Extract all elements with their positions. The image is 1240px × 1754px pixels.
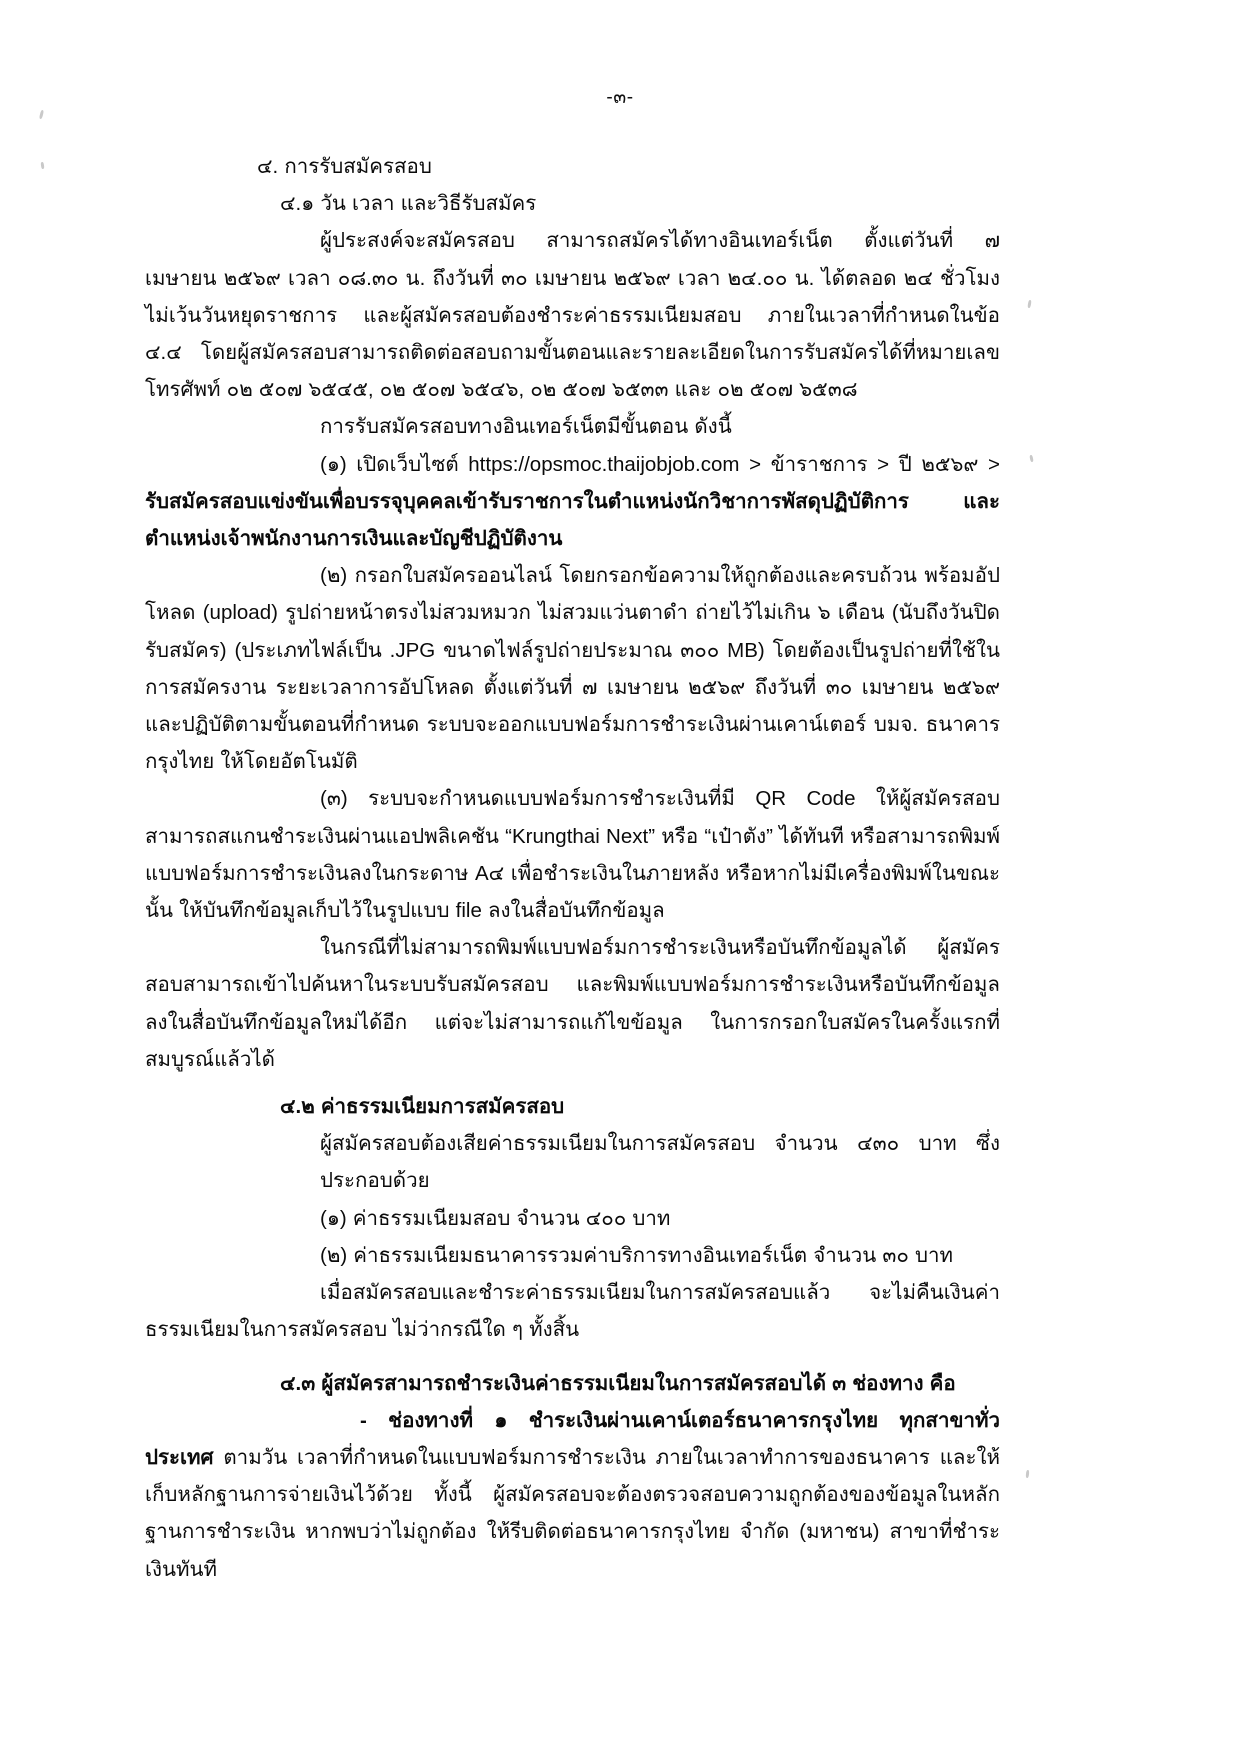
page-number: -๓-: [606, 87, 634, 108]
heading-section-4: ๔. การรับสมัครสอบ: [257, 155, 432, 178]
heading-section-4-2: ๔.๒ ค่าธรรมเนียมการสมัครสอบ: [280, 1095, 565, 1119]
paragraph-application-period: ผู้ประสงค์จะสมัครสอบ สามารถสมัครได้ทางอินเทอร์เน็ต ตั้งแต่วันที่ ๗ เมษายน ๒๕๖๙ เวลา ๐๘.๓๐ น. ถึงวันที่ ๓๐ เมษายน ๒๕๖๙ เวลา ๒๔.๐๐ น. ได้ตลอด ๒๔ ชั่วโมง ไม่เว้นวันหยุดราชการ และผู้สมัครสอบต้องชำระค่าธรรมเนียมสอบ ภายในเวลาที่กำหนดในข้อ ๔.๔ โดยผู้สมัครสอบสามารถติดต่อสอบถามขั้นตอนและรายละเอียดในการรับสมัครได้ที่หมายเลขโทรศัพท์ ๐๒ ๕๐๗ ๖๕๔๕, ๐๒ ๕๐๗ ๖๕๔๖, ๐๒ ๕๐๗ ๖๕๓๓ และ ๐๒ ๕๐๗ ๖๕๓๘: [145, 229, 1000, 402]
paragraph-step-1: [145, 446, 1000, 558]
section-spacer: [145, 1078, 1000, 1088]
fee-item-bank: (๒) ค่าธรรมเนียมธนาคารรวมค่าบริการทางอินเทอร์เน็ต จำนวน ๓๐ บาท: [320, 1243, 954, 1267]
paragraph-steps-intro: การรับสมัครสอบทางอินเทอร์เน็ตมีขั้นตอน ดังนี้: [320, 415, 732, 439]
paragraph-no-refund: เมื่อสมัครสอบและชำระค่าธรรมเนียมในการสมัครสอบแล้ว จะไม่คืนเงินค่าธรรมเนียมในการสมัครสอบ ไม่ว่ากรณีใด ๆ ทั้งสิ้น: [145, 1281, 1000, 1342]
step-1-position-title: รับสมัครสอบแข่งขันเพื่อบรรจุบุคคลเข้ารับราชการในตำแหน่งนักวิชาการพัสดุปฏิบัติการ และตำแหน่งเจ้าพนักงานการเงินและบัญชีปฏิบัติงาน: [145, 489, 1000, 551]
heading-section-4-3: ๔.๓ ผู้สมัครสามารถชำระเงินค่าธรรมเนียมในการสมัครสอบได้ ๓ ช่องทาง คือ: [280, 1371, 956, 1395]
section-spacer: [145, 1349, 1000, 1365]
step-1-website-line: (๑) เปิดเว็บไซต์ https://opsmoc.thaijobjob.com > ข้าราชการ > ปี ๒๕๖๙ >: [320, 452, 1000, 476]
paragraph-step-2: (๒) กรอกใบสมัครออนไลน์ โดยกรอกข้อความให้ถูกต้องและครบถ้วน พร้อมอัปโหลด (upload) รูปถ่ายหน้าตรงไม่สวมหมวก ไม่สวมแว่นตาดำ ถ่ายไว้ไม่เกิน ๖ เดือน (นับถึงวันปิดรับสมัคร) (ประเภทไฟล์เป็น .JPG ขนาดไฟล์รูปถ่ายประมาณ ๓๐๐ MB) โดยต้องเป็นรูปถ่ายที่ใช้ในการสมัครงาน ระยะเวลาการอัปโหลด ตั้งแต่วันที่ ๗ เมษายน ๒๕๖๙ ถึงวันที่ ๓๐ เมษายน ๒๕๖๙ และปฏิบัติตามขั้นตอนที่กำหนด ระบบจะออกแบบฟอร์มการชำระเงินผ่านเคาน์เตอร์ บมจ. ธนาคารกรุงไทย ให้โดยอัตโนมัติ: [145, 564, 1000, 774]
payment-channel-1-label: - ช่องทางที่ ๑ ชำระเงินผ่านเคาน์เตอร์ธนาคารกรุงไทย ทุกสาขาทั่วประเทศ: [145, 1408, 1000, 1469]
scan-artifact-speck: [1027, 300, 1031, 308]
scan-artifact-speck: [41, 162, 45, 169]
heading-section-4-1: ๔.๑ วัน เวลา และวิธีรับสมัคร: [280, 192, 537, 216]
scan-artifact-speck: [1029, 455, 1033, 462]
payment-channel-1-detail: ตามวัน เวลาที่กำหนดในแบบฟอร์มการชำระเงิน ภายในเวลาทำการของธนาคาร และให้เก็บหลักฐานการจ่ายเงินไว้ด้วย ทั้งนี้ ผู้สมัครสอบจะต้องตรวจสอบความถูกต้องของข้อมูลในหลักฐานการชำระเงิน หากพบว่าไม่ถูกต้อง ให้รีบติดต่อธนาคารกรุงไทย จำกัด (มหาชน) สาขาที่ชำระเงินทันที: [145, 1445, 1000, 1581]
paragraph-fee-intro: ผู้สมัครสอบต้องเสียค่าธรรมเนียมในการสมัครสอบ จำนวน ๔๓๐ บาท ซึ่งประกอบด้วย: [320, 1132, 1000, 1193]
document-body: [145, 148, 1000, 1588]
paragraph-payment-channel-1: [145, 1402, 1000, 1588]
paragraph-cannot-print-case: ในกรณีที่ไม่สามารถพิมพ์แบบฟอร์มการชำระเงินหรือบันทึกข้อมูลได้ ผู้สมัครสอบสามารถเข้าไปค้นหาในระบบรับสมัครสอบ และพิมพ์แบบฟอร์มการชำระเงินหรือบันทึกข้อมูลลงในสื่อบันทึกข้อมูลใหม่ได้อีก แต่จะไม่สามารถแก้ไขข้อมูล ในการกรอกใบสมัครในครั้งแรกที่สมบูรณ์แล้วได้: [145, 936, 1000, 1071]
fee-item-exam: (๑) ค่าธรรมเนียมสอบ จำนวน ๔๐๐ บาท: [320, 1206, 671, 1230]
scan-artifact-speck: [1026, 1470, 1030, 1478]
paragraph-step-3: (๓) ระบบจะกำหนดแบบฟอร์มการชำระเงินที่มี QR Code ให้ผู้สมัครสอบสามารถสแกนชำระเงินผ่านแอปพลิเคชัน “Krungthai Next” หรือ “เป๋าตัง” ได้ทันที หรือสามารถพิมพ์แบบฟอร์มการชำระเงินลงในกระดาษ A๔ เพื่อชำระเงินในภายหลัง หรือหากไม่มีเครื่องพิมพ์ในขณะนั้น ให้บันทึกข้อมูลเก็บไว้ในรูปแบบ file ลงในสื่อบันทึกข้อมูล: [145, 787, 1000, 923]
